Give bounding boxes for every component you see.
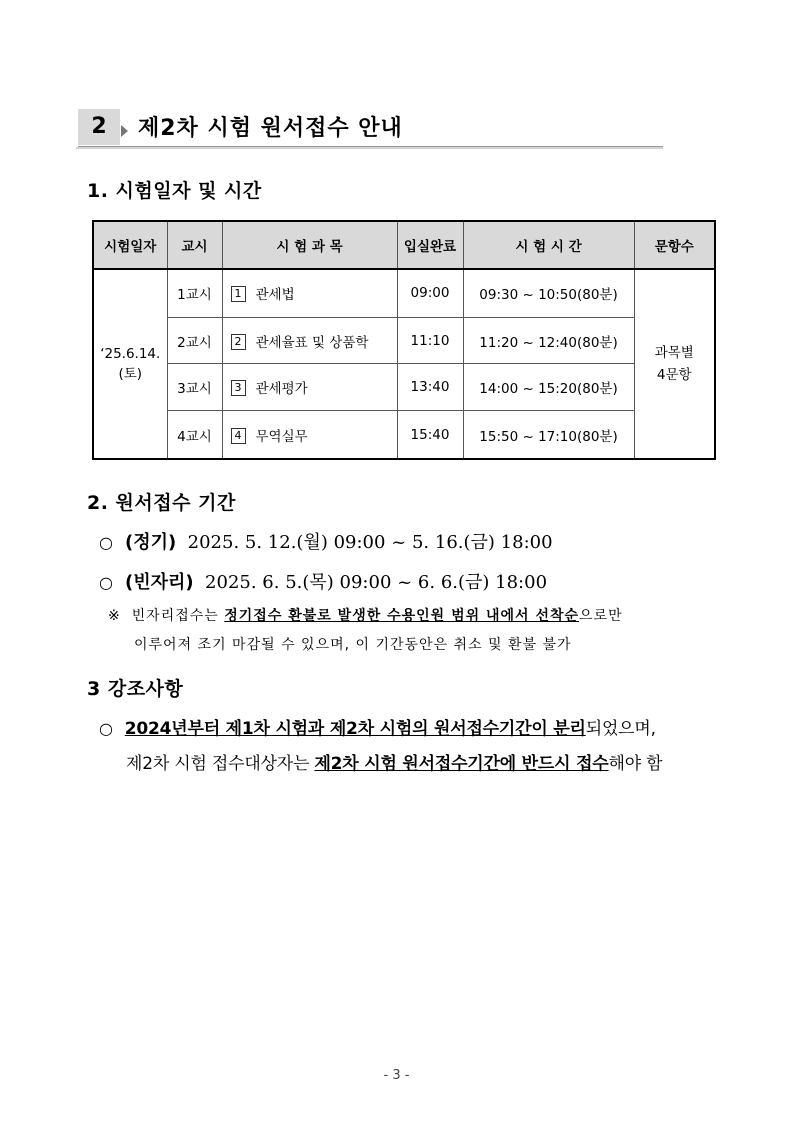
time-cell: 14:00 ~ 15:20(80분)	[463, 364, 634, 411]
subject-number-box: 2	[231, 334, 246, 350]
subject-cell	[222, 269, 397, 317]
question-count-cell	[634, 269, 715, 459]
emphasis-bold-1: 2024년부터 제1차 시험과 제2차 시험의 원서접수기간이 분리	[124, 719, 586, 739]
header-count: 문항수	[634, 221, 715, 269]
page-number: - 3 -	[383, 1068, 410, 1083]
note-mark-icon: ※	[108, 608, 121, 624]
regular-period-text: 2025. 5. 12.(월) 09:00 ~ 5. 16.(금) 18:00	[187, 532, 553, 553]
entry-cell: 11:10	[397, 317, 463, 364]
note-emphasis: 정기접수 환불로 발생한 수용인원 범위 내에서 선착순	[224, 608, 580, 624]
vacancy-period-text: 2025. 6. 5.(목) 09:00 ~ 6. 6.(금) 18:00	[205, 572, 548, 593]
circle-bullet-icon: ○	[99, 719, 113, 738]
subject-number-box: 3	[231, 380, 246, 396]
emphasis-line1	[99, 717, 656, 741]
regular-period-label: (정기)	[124, 532, 177, 553]
section-underline	[78, 146, 663, 147]
subject-name: 관세평가	[255, 381, 308, 398]
subsection-title-schedule: 1. 시험일자 및 시간	[87, 180, 262, 202]
header-entry: 입실완료	[397, 221, 463, 269]
subject-name: 무역실무	[255, 428, 308, 445]
subsection-title-period: 2. 원서접수 기간	[87, 492, 236, 514]
section-title: 제2차 시험 원서접수 안내	[138, 116, 403, 141]
subject-name: 관세법	[255, 287, 295, 304]
table-row	[93, 269, 715, 317]
exam-date: ‘25.6.14.	[100, 346, 161, 362]
subject-cell	[222, 317, 397, 364]
table-row	[93, 411, 715, 459]
section-number: 2	[91, 114, 107, 139]
circle-bullet-icon: ○	[99, 573, 113, 592]
note-pre: 빈자리접수는	[131, 608, 225, 624]
header-time: 시 험 시 간	[463, 221, 634, 269]
subject-cell	[222, 364, 397, 411]
header-subject: 시 험 과 목	[222, 221, 397, 269]
entry-cell: 15:40	[397, 411, 463, 459]
time-cell: 09:30 ~ 10:50(80분)	[463, 269, 634, 317]
section-underline-shadow	[76, 147, 663, 149]
regular-period-line	[99, 531, 553, 555]
emphasis-pre-2: 제2차 시험 접수대상자는	[126, 754, 315, 774]
subject-name: 관세율표 및 상품학	[255, 334, 369, 351]
section-number-badge	[78, 109, 120, 145]
note-post: 으로만	[579, 608, 623, 624]
table-header-row	[93, 221, 715, 269]
period-cell: 2교시	[167, 317, 222, 364]
period-cell: 3교시	[167, 364, 222, 411]
table-row	[93, 317, 715, 364]
emphasis-post-1: 되었으며,	[585, 719, 656, 739]
vacancy-note-line1	[108, 605, 623, 627]
subsection-title-emphasis: 3 강조사항	[87, 678, 184, 700]
vacancy-period-line	[99, 571, 547, 595]
period-cell: 4교시	[167, 411, 222, 459]
question-count-line1: 과목별	[654, 345, 694, 361]
subject-number-box: 1	[231, 286, 246, 302]
subject-cell	[222, 411, 397, 459]
emphasis-post-2: 해야 함	[608, 754, 663, 774]
exam-date-cell	[93, 269, 167, 459]
emphasis-bold-2: 제2차 시험 원서접수기간에 반드시 접수	[314, 754, 609, 774]
header-period: 교시	[167, 221, 222, 269]
entry-cell: 09:00	[397, 269, 463, 317]
time-cell: 11:20 ~ 12:40(80분)	[463, 317, 634, 364]
time-cell: 15:50 ~ 17:10(80분)	[463, 411, 634, 459]
vacancy-period-label: (빈자리)	[124, 572, 194, 593]
header-date: 시험일자	[93, 221, 167, 269]
table-row	[93, 364, 715, 411]
exam-schedule-table	[92, 220, 716, 460]
period-cell: 1교시	[167, 269, 222, 317]
vacancy-note-line2: 이루어져 조기 마감될 수 있으며, 이 기간동안은 취소 및 환불 불가	[134, 637, 572, 653]
exam-day: (토)	[118, 366, 143, 382]
circle-bullet-icon: ○	[99, 533, 113, 552]
entry-cell: 13:40	[397, 364, 463, 411]
section-arrow-icon	[121, 125, 128, 137]
subject-number-box: 4	[231, 428, 246, 444]
question-count-line2: 4문항	[656, 367, 692, 383]
emphasis-line2	[126, 752, 662, 776]
